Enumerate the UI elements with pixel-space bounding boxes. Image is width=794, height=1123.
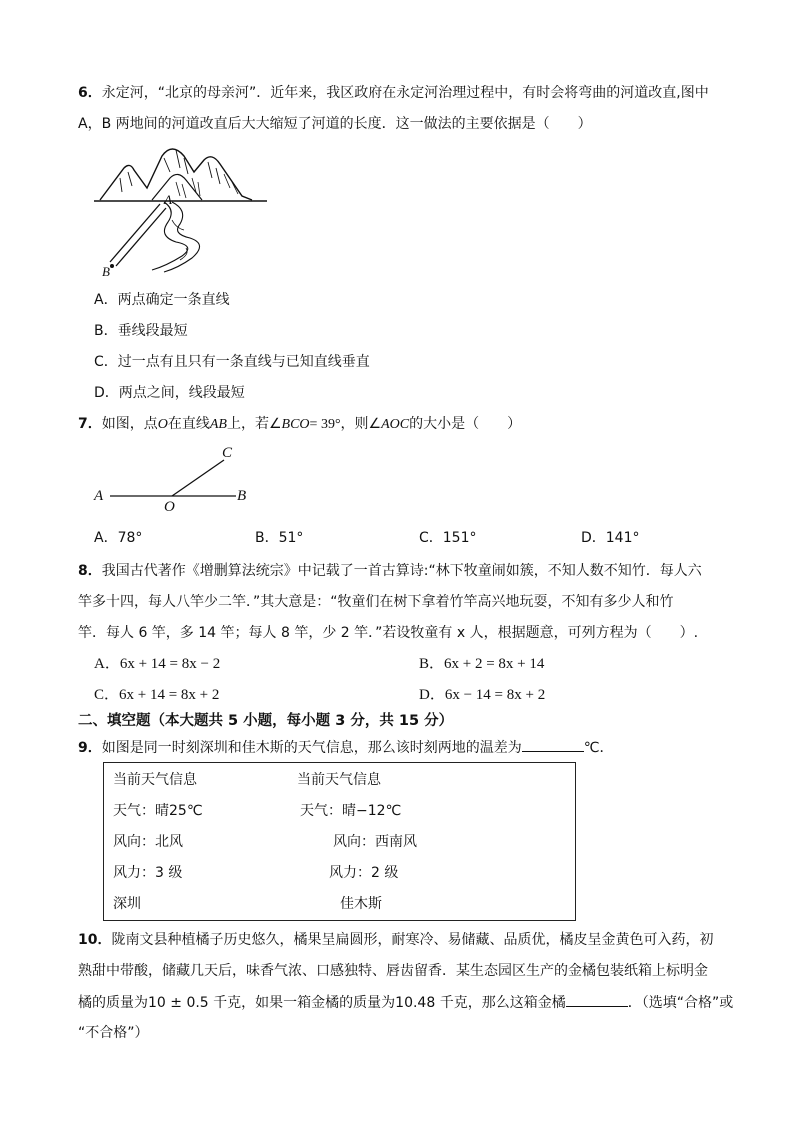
q7-line-ab: AB bbox=[209, 417, 227, 432]
q6-river-figure bbox=[92, 138, 267, 278]
q10-text-line1: 陇南文县种植橘子历史悠久，橘果呈扁圆形，耐寒冷、易储藏、品质优，橘皮呈金黄色可入药，初 bbox=[111, 932, 714, 948]
q7-point-o: O bbox=[157, 417, 168, 432]
section-fill-in-title: 二、填空题（本大题共 5 小题，每小题 3 分，共 15 分） bbox=[78, 713, 454, 729]
q10-text-line3a: 橘的质量为10 ± 0.5 千克，如果一箱金橘的质量为10.48 千克，那么这箱金橘 bbox=[78, 995, 566, 1011]
q8-line1 bbox=[78, 561, 702, 581]
q9-number: 9． bbox=[78, 740, 102, 756]
q7-text-e: 的大小是（ ） bbox=[409, 416, 522, 432]
q7-option-a[interactable]: A．78° bbox=[94, 530, 143, 546]
q9-answer-blank[interactable] bbox=[522, 737, 584, 752]
q7-eq-39: = 39° bbox=[309, 417, 341, 432]
q7-angle-figure bbox=[90, 440, 270, 520]
right-weather: 天气：晴−12℃ bbox=[300, 803, 402, 819]
q10-text-line3b: ．（选填“合格”或 bbox=[627, 995, 734, 1011]
weather-info-box bbox=[103, 762, 576, 921]
q6-number: 6． bbox=[78, 85, 102, 101]
q7-text-b: 在直线 bbox=[167, 416, 210, 432]
q7-label-o: O bbox=[164, 499, 175, 515]
q7-number: 7． bbox=[78, 416, 102, 432]
left-wind-force: 风力：3 级 bbox=[113, 865, 183, 881]
q9-unit: ℃． bbox=[583, 740, 614, 756]
q6-option-a[interactable]: A．两点确定一条直线 bbox=[94, 292, 230, 308]
q7-text-a: 如图，点 bbox=[101, 416, 158, 432]
q6-option-d[interactable]: D．两点之间，线段最短 bbox=[94, 385, 245, 401]
q8-option-b[interactable]: B．6x + 2 = 8x + 14 bbox=[419, 656, 545, 672]
q10-answer-blank[interactable] bbox=[566, 992, 628, 1007]
q7-label-a: A bbox=[94, 488, 104, 504]
left-wind-direction: 风向：北风 bbox=[113, 834, 183, 850]
right-city: 佳木斯 bbox=[340, 896, 382, 912]
q7-label-b: B bbox=[237, 488, 247, 504]
q7-label-c: C bbox=[222, 445, 233, 461]
q7-angle-bco: BCO bbox=[281, 417, 310, 432]
q8-option-a[interactable]: A．6x + 14 = 8x − 2 bbox=[94, 656, 221, 672]
right-header: 当前天气信息 bbox=[297, 772, 381, 788]
q6-label-b: B bbox=[102, 264, 110, 279]
q9-stem bbox=[78, 737, 613, 758]
q7-option-d[interactable]: D．141° bbox=[581, 530, 640, 546]
q10-line1 bbox=[78, 930, 713, 950]
q6-label-a: A bbox=[164, 192, 172, 207]
q6-line2: A，B 两地间的河道改直后大大缩短了河道的长度．这一做法的主要依据是（ ） bbox=[78, 116, 592, 132]
q10-number: 10． bbox=[78, 932, 112, 948]
left-city: 深圳 bbox=[113, 896, 141, 912]
q6-option-b[interactable]: B．垂线段最短 bbox=[94, 323, 188, 339]
q8-text-line1: 我国古代著作《增删算法统宗》中记载了一首古算诗:“林下牧童闹如簇，不知人数不知竹．每人六 bbox=[101, 563, 702, 579]
q6-option-c[interactable]: C．过一点有且只有一条直线与已知直线垂直 bbox=[94, 354, 370, 370]
right-wind-direction: 风向：西南风 bbox=[333, 834, 417, 850]
q10-line2: 熟甜中带酸，储藏几天后，味香气浓、口感独特、唇齿留香．某生态园区生产的金橘包装纸箱上标明金 bbox=[78, 963, 708, 979]
q7-option-b[interactable]: B．51° bbox=[255, 530, 304, 546]
q8-line2: 竿多十四，每人八竿少二竿．”其大意是：“牧童们在树下拿着竹竿高兴地玩耍，不知有多少人和竹 bbox=[78, 594, 674, 610]
left-weather: 天气：晴25℃ bbox=[113, 803, 203, 819]
q10-line4: “不合格”） bbox=[78, 1025, 149, 1041]
q8-option-d[interactable]: D．6x − 14 = 8x + 2 bbox=[419, 687, 546, 703]
q6-line1 bbox=[78, 83, 709, 103]
right-wind-force: 风力：2 级 bbox=[329, 865, 399, 881]
q6-text-line1: 永定河，“北京的母亲河”．近年来，我区政府在永定河治理过程中，有时会将弯曲的河道改直,图中 bbox=[101, 85, 709, 101]
q7-text-d: ，则∠ bbox=[340, 416, 382, 432]
q10-line3 bbox=[78, 992, 733, 1013]
q7-stem bbox=[78, 414, 521, 435]
q7-option-c[interactable]: C．151° bbox=[419, 530, 477, 546]
q7-text-c: 上，若∠ bbox=[226, 416, 282, 432]
q8-option-c[interactable]: C．6x + 14 = 8x + 2 bbox=[94, 687, 220, 703]
q7-angle-aoc: AOC bbox=[381, 417, 410, 432]
q8-number: 8． bbox=[78, 563, 102, 579]
q8-line3: 竿．每人 6 竿，多 14 竿；每人 8 竿，少 2 竿．”若设牧童有 x 人，根据题意，可列方程为（ ）. bbox=[78, 625, 699, 641]
left-header: 当前天气信息 bbox=[113, 772, 197, 788]
q9-text: 如图是同一时刻深圳和佳木斯的天气信息，那么该时刻两地的温差为 bbox=[101, 740, 522, 756]
